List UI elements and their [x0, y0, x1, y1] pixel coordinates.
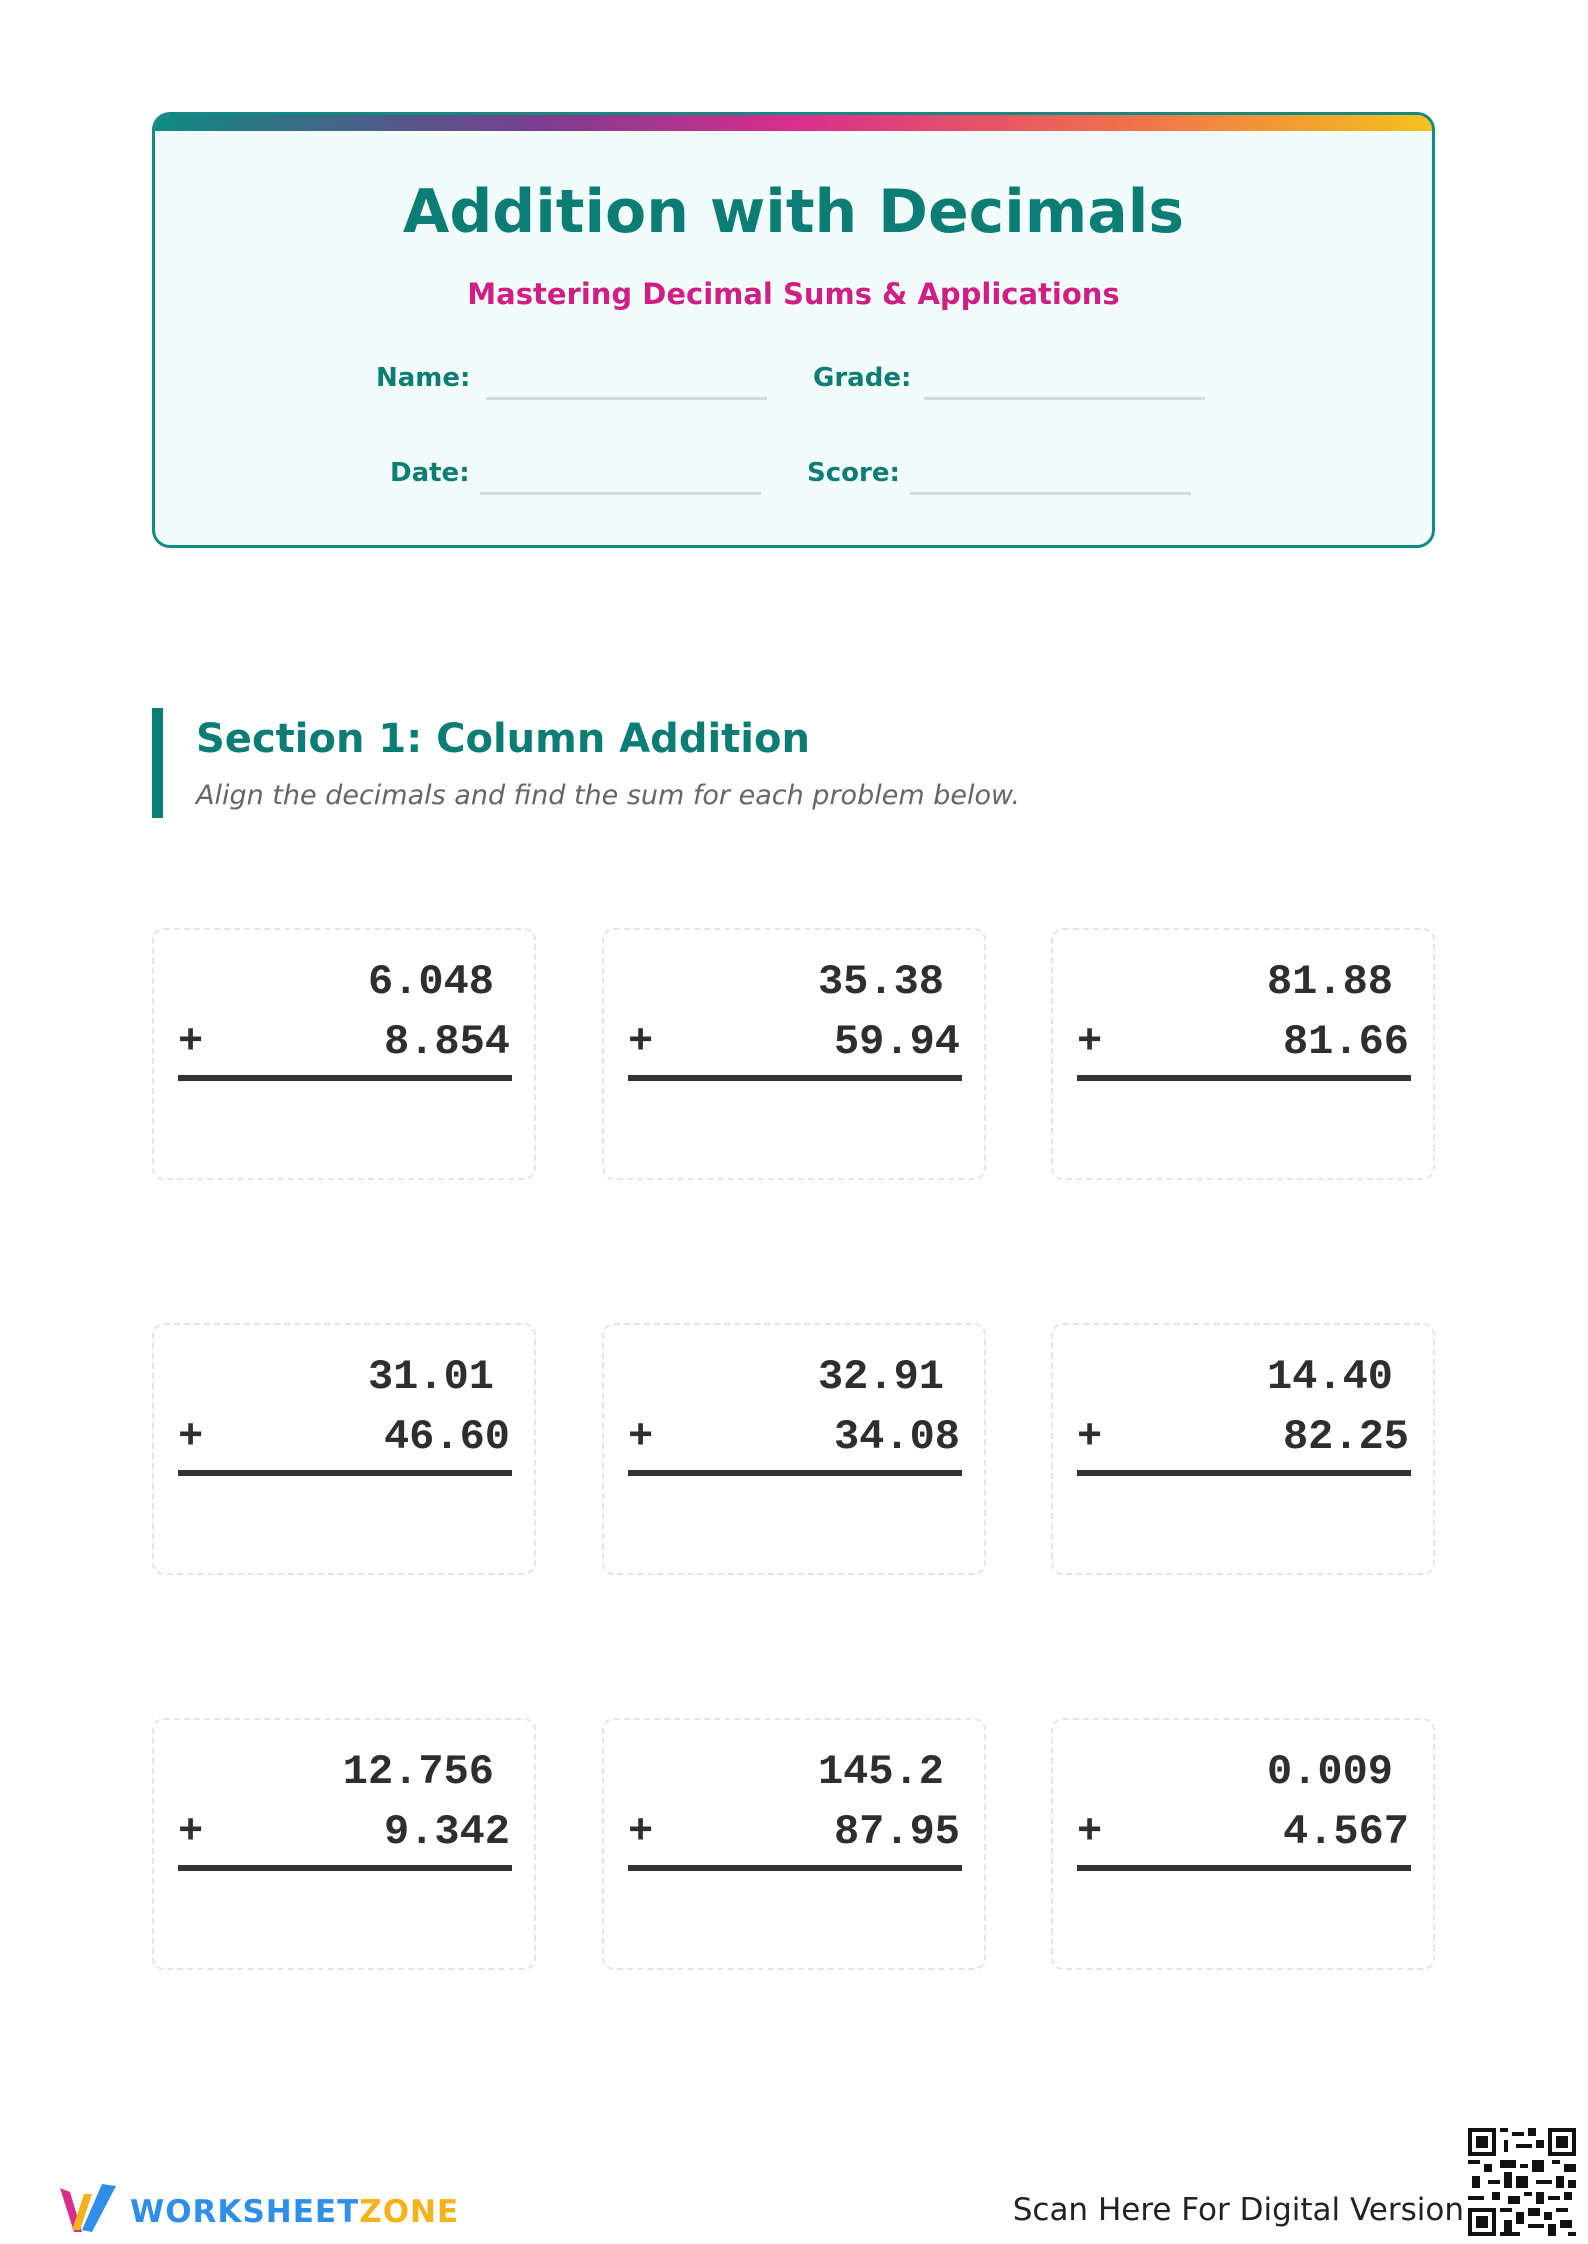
brand-name	[130, 2194, 459, 2230]
section-1-header	[152, 708, 1435, 820]
problem-grid	[152, 928, 1435, 1983]
worksheetzone-logo-icon	[58, 2182, 118, 2238]
answer-line	[628, 1075, 962, 1081]
worksheet-header-card	[152, 112, 1435, 548]
problem-card[interactable]	[602, 1718, 986, 1970]
name-label: Name:	[376, 363, 471, 393]
answer-line	[1077, 1470, 1411, 1476]
addend-bottom: 9.342	[383, 1808, 510, 1856]
addend-bottom: 59.94	[833, 1018, 960, 1066]
date-line[interactable]	[480, 492, 761, 495]
problem-card[interactable]	[152, 928, 536, 1180]
score-field[interactable]	[807, 458, 1207, 498]
addend-top: 31.01	[367, 1353, 494, 1401]
problem-card[interactable]	[1051, 1718, 1435, 1970]
addend-bottom: 34.08	[833, 1413, 960, 1461]
section-title: Section 1: Column Addition	[196, 716, 810, 762]
grade-field[interactable]	[813, 363, 1213, 403]
score-label: Score:	[807, 458, 900, 488]
score-line[interactable]	[910, 492, 1191, 495]
addend-bottom: 87.95	[833, 1808, 960, 1856]
date-field[interactable]	[390, 458, 790, 498]
plus-sign: +	[1077, 1413, 1103, 1461]
name-field[interactable]	[376, 363, 776, 403]
header-gradient-bar	[155, 115, 1432, 131]
plus-sign: +	[628, 1018, 654, 1066]
answer-line	[178, 1075, 512, 1081]
brand-logo[interactable]	[58, 2182, 460, 2238]
problem-card[interactable]	[602, 928, 986, 1180]
answer-line	[178, 1470, 512, 1476]
problem-card[interactable]	[152, 1718, 536, 1970]
addend-bottom: 4.567	[1282, 1808, 1409, 1856]
date-label: Date:	[390, 458, 470, 488]
addend-top: 14.40	[1266, 1353, 1393, 1401]
brand-name-part2: ZONE	[359, 2194, 460, 2230]
answer-line	[628, 1865, 962, 1871]
worksheet-subtitle: Mastering Decimal Sums & Applications	[467, 277, 1120, 311]
plus-sign: +	[1077, 1808, 1103, 1856]
problem-card[interactable]	[1051, 1323, 1435, 1575]
addend-top: 35.38	[817, 958, 944, 1006]
grade-label: Grade:	[813, 363, 912, 393]
addend-top: 6.048	[367, 958, 494, 1006]
answer-line	[178, 1865, 512, 1871]
problem-card[interactable]	[1051, 928, 1435, 1180]
qr-code-icon[interactable]	[1468, 2128, 1576, 2236]
addend-top: 32.91	[817, 1353, 944, 1401]
plus-sign: +	[628, 1808, 654, 1856]
addend-top: 12.756	[342, 1748, 494, 1796]
answer-line	[1077, 1075, 1411, 1081]
plus-sign: +	[1077, 1018, 1103, 1066]
scan-instruction: Scan Here For Digital Version	[1012, 2192, 1464, 2228]
problem-card[interactable]	[602, 1323, 986, 1575]
section-instructions: Align the decimals and find the sum for each problem below.	[196, 780, 1020, 811]
name-line[interactable]	[486, 397, 767, 400]
plus-sign: +	[178, 1413, 204, 1461]
worksheet-title: Addition with Decimals	[402, 177, 1185, 247]
grade-line[interactable]	[924, 397, 1205, 400]
addend-bottom: 82.25	[1282, 1413, 1409, 1461]
section-accent-bar	[152, 708, 163, 818]
problem-card[interactable]	[152, 1323, 536, 1575]
plus-sign: +	[178, 1808, 204, 1856]
addend-top: 0.009	[1266, 1748, 1393, 1796]
addend-bottom: 8.854	[383, 1018, 510, 1066]
addend-top: 81.88	[1266, 958, 1393, 1006]
addend-top: 145.2	[817, 1748, 944, 1796]
addend-bottom: 81.66	[1282, 1018, 1409, 1066]
brand-name-part1: WORKSHEET	[130, 2194, 360, 2230]
answer-line	[628, 1470, 962, 1476]
answer-line	[1077, 1865, 1411, 1871]
plus-sign: +	[628, 1413, 654, 1461]
addend-bottom: 46.60	[383, 1413, 510, 1461]
plus-sign: +	[178, 1018, 204, 1066]
